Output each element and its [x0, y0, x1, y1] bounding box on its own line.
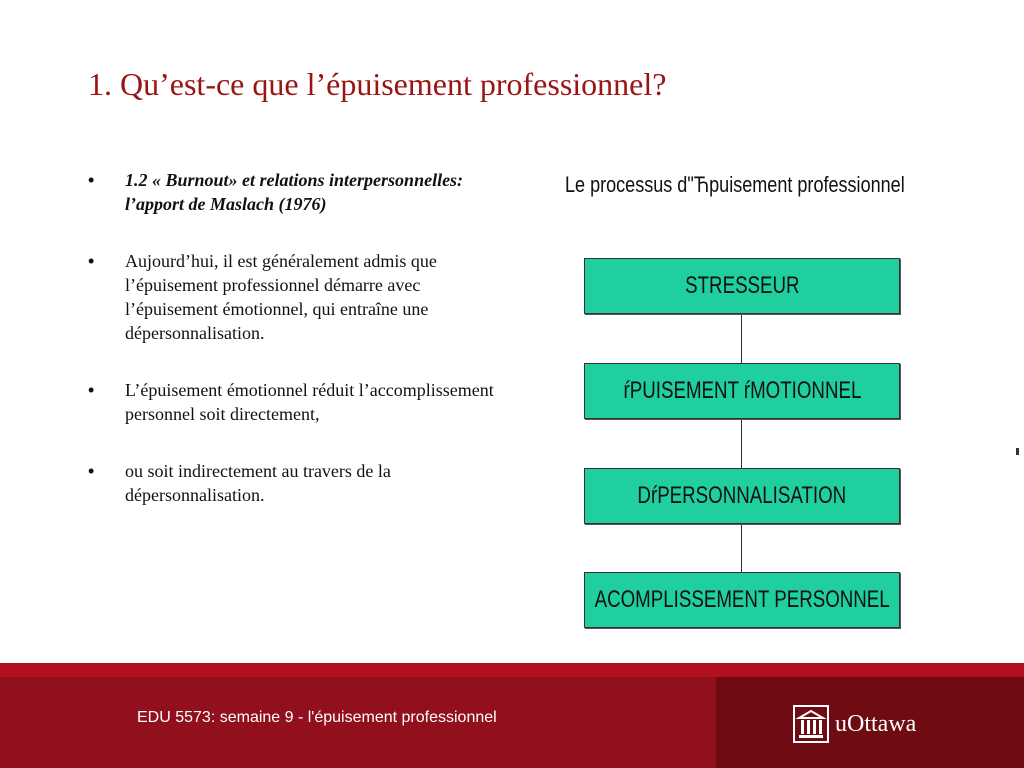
bullet-item — [88, 249, 508, 345]
bullet-marker: • — [88, 170, 95, 190]
bullet-item — [88, 459, 508, 507]
bullet-text: L’épuisement émotionnel réduit l’accomplissement personnel soit directement, — [125, 380, 494, 424]
connector-line — [741, 418, 742, 468]
bullet-text: ou soit indirectement au travers de la dépersonnalisation. — [125, 461, 391, 505]
bullet-item — [88, 378, 508, 426]
process-node-label: DŕPERSONNALISATION — [637, 482, 847, 509]
university-logo — [793, 704, 916, 744]
connector-line — [741, 522, 742, 572]
footer-course-label: EDU 5573: semaine 9 - l'épuisement professionnel — [137, 709, 497, 726]
diagram-title: Le processus d"Ћpuisement professionnel — [565, 172, 905, 197]
decorative-mark — [1016, 448, 1019, 455]
connector-line — [741, 313, 742, 363]
footer-top-stripe — [0, 663, 1024, 677]
process-node-accomplissement — [584, 572, 900, 628]
bullet-marker: • — [88, 380, 95, 400]
bullet-marker: • — [88, 251, 95, 271]
process-node-depersonnalisation — [584, 468, 900, 524]
process-node-label: ACOMPLISSEMENT PERSONNEL — [594, 586, 890, 613]
process-node-stresseur — [584, 258, 900, 314]
bullet-text: Aujourd’hui, il est généralement admis que l’épuisement professionnel démarre avec l’épuisement émotionnel, qui entraîne une dépersonnalisation. — [125, 251, 437, 343]
building-icon — [793, 705, 829, 743]
bullet-list — [88, 168, 508, 540]
bullet-marker: • — [88, 461, 95, 481]
logo-wordmark: uOttawa — [835, 710, 917, 737]
bullet-text: 1.2 « Burnout» et relations interpersonnelles: l’apport de Maslach (1976) — [125, 170, 464, 214]
bullet-item — [88, 168, 508, 216]
process-node-label: STRESSEUR — [684, 272, 800, 299]
process-node-label: ŕPUISEMENT ŕMOTIONNEL — [623, 377, 861, 404]
slide-title: 1. Qu’est-ce que l’épuisement professionnel? — [88, 66, 667, 102]
process-node-epuisement-emotionnel — [584, 363, 900, 419]
